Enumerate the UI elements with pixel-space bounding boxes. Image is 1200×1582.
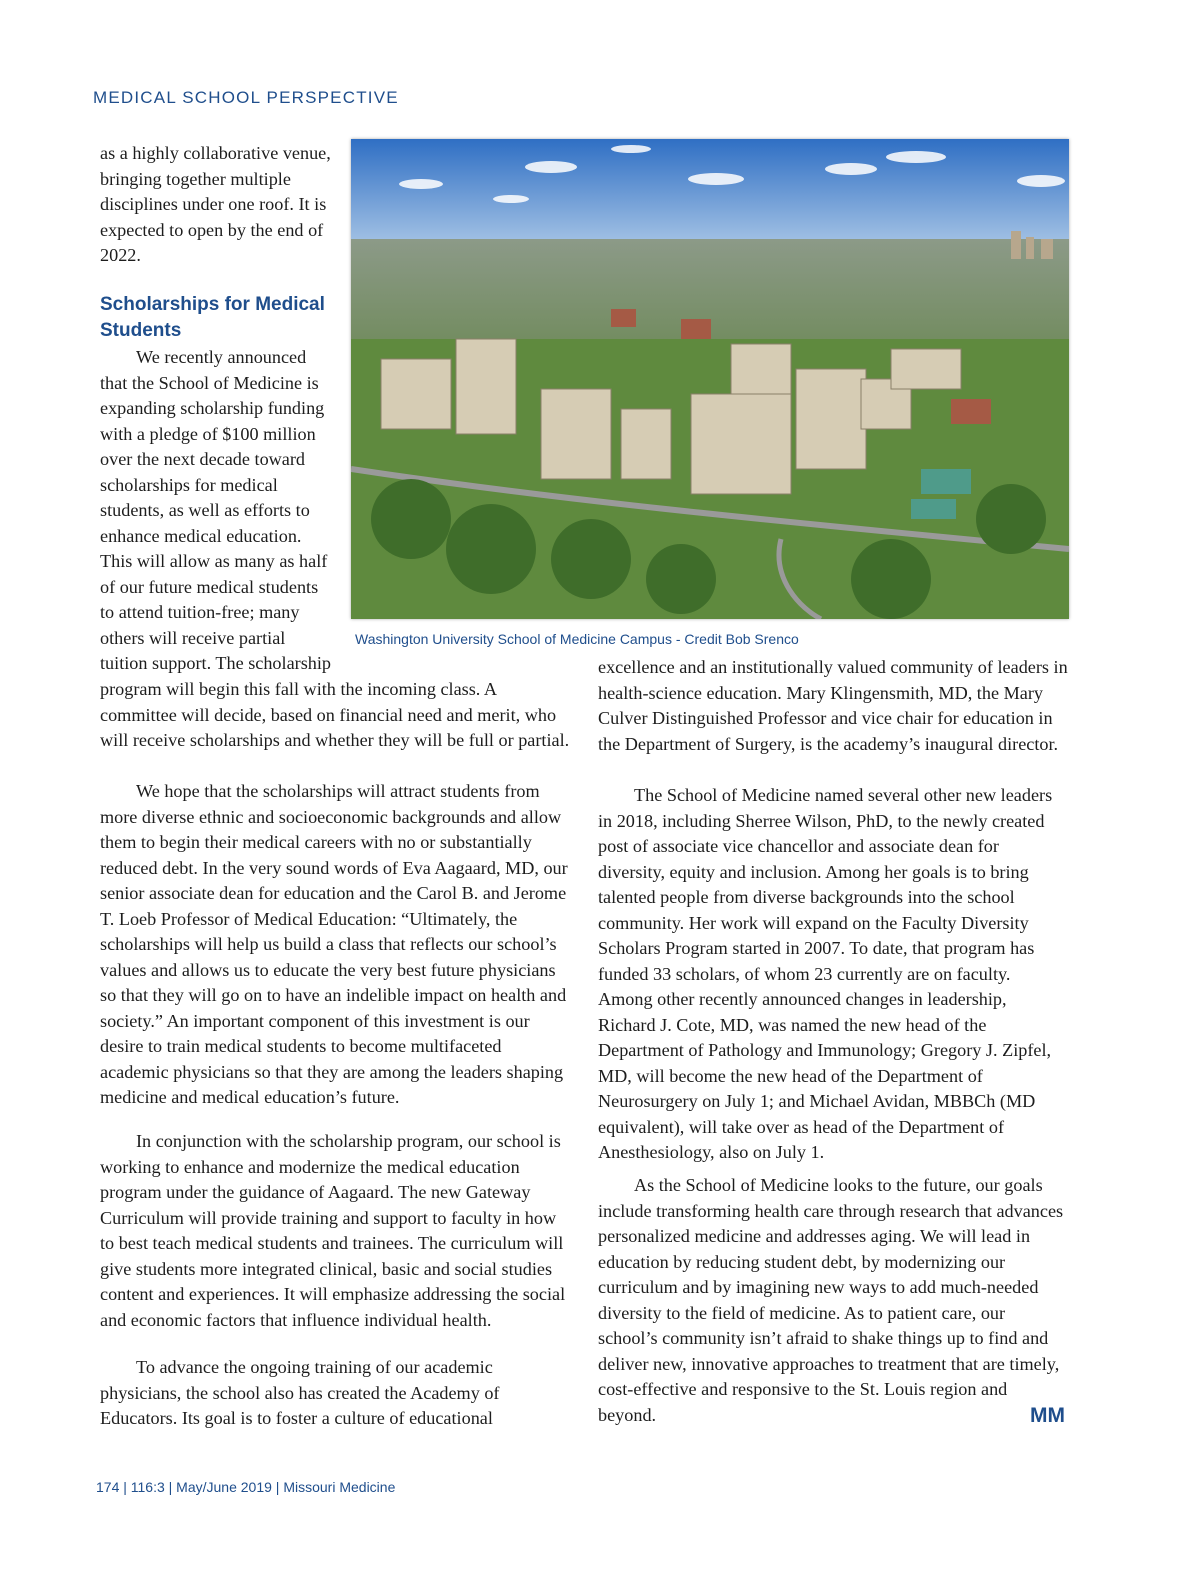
left-paragraph-5: To advance the ongoing training of our academic physicians, the school also has created the Academy of Educators. Its goal is to foster a culture of educational (100, 1357, 500, 1428)
left-paragraph-4: In conjunction with the scholarship program, our school is working to enhance and modernize the medical education program under the guidance of Aagaard. The new Gateway Curriculum will provide training and support to faculty in how to best teach medical students and trainees. The curriculum will give students more integrated clinical, basic and social studies content and experiences. It will emphasize addressing the social and economic factors that influence individual health. (100, 1131, 566, 1330)
left-paragraph-1: as a highly collaborative venue, bringing together multiple disciplines under one roof. It is expected to open by the end of 2022. (100, 143, 331, 265)
section-heading-scholarships: Scholarships for Medical Students (100, 294, 325, 341)
aerial-campus-illustration (351, 139, 1069, 619)
left-paragraph-3: We hope that the scholarships will attract students from more diverse ethnic and socioeconomic backgrounds and allow them to begin their medical careers with no or substantially reduced debt. In the very sound words of Eva Aagaard, MD, our senior associate dean for education and the Carol B. and Jerome T. Loeb Professor of Medical Education: “Ultimately, the scholarships will help us build a class that reflects our school’s values and allows us to educate the very best future physicians so that they will go on to have an indelible impact on health and society.” An important component of this investment is our desire to train medical students to become multifaceted academic physicians so that they are among the leaders shaping medicine and medical education’s future. (100, 781, 568, 1107)
right-paragraph-2: The School of Medicine named several other new leaders in 2018, including Sherree Wilson, PhD, to the newly created post of associate vice chancellor and associate dean for diversity, equity and inclusion. Among her goals is to bring talented people from diverse backgrounds into the school community. Her work will expand on the Faculty Diversity Scholars Program started in 2007. To date, that program has funded 33 scholars, of whom 23 currently are on faculty. Among other recently announced changes in leadership, Richard J. Cote, MD, was named the new head of the Department of Pathology and Immunology; Gregory J. Zipfel, MD, will become the new head of the Department of Neurosurgery on July 1; and Michael Avidan, MBBCh (MD equivalent), will take over as head of the Department of Anesthesiology, also on July 1. (598, 785, 1053, 1162)
section-label: MEDICAL SCHOOL PERSPECTIVE (93, 88, 399, 107)
left-paragraph-2-continued: program will begin this fall with the incoming class. A committee will decide, based on financial need and merit, who will receive scholarships and whether they will be full or partial. (100, 679, 570, 750)
left-paragraph-2: We recently announced that the School of Medicine is expanding scholarship funding with a pledge of $100 million over the next decade toward scholarships for medical students, as well as efforts to enhance medical education. This will allow as many as half of our future medical students to attend tuition-free; many others will receive partial tuition support. The scholarship (100, 347, 332, 673)
photo-caption: Washington University School of Medicine Campus - Credit Bob Srenco (355, 631, 799, 647)
end-mark-logo: MM (1030, 1404, 1065, 1427)
page-footer: 174 | 116:3 | May/June 2019 | Missouri Medicine (96, 1479, 396, 1495)
campus-aerial-photo (351, 139, 1069, 619)
right-paragraph-3: As the School of Medicine looks to the future, our goals include transforming health care through research that advances personalized medicine and addresses aging. We will lead in education by reducing student debt, by modernizing our curriculum and by imagining new ways to add much-needed diversity to the field of medicine. As to patient care, our school’s community isn’t afraid to shake things up to find and deliver new, innovative approaches to treatment that are timely, cost-effective and responsive to the St. Louis region and beyond. (598, 1175, 1064, 1425)
right-paragraph-1: excellence and an institutionally valued community of leaders in health-science education. Mary Klingensmith, MD, the Mary Culver Distinguished Professor and vice chair for education in the Department of Surgery, is the academy’s inaugural director. (598, 657, 1068, 754)
